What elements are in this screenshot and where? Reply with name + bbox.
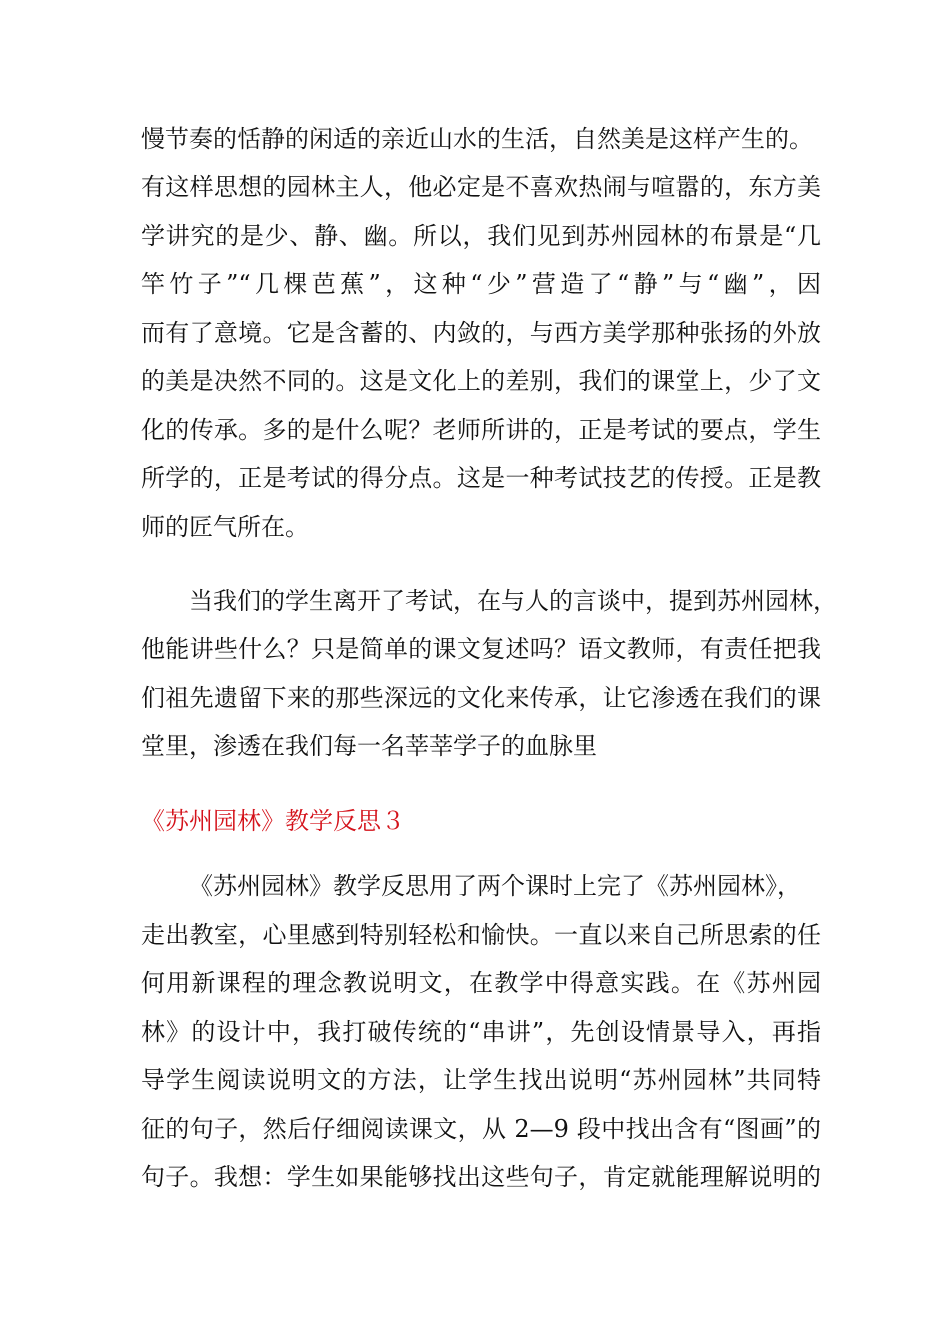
- paragraph-line: 而有了意境。它是含蓄的、内敛的，与西方美学那种张扬的外放: [141, 319, 821, 347]
- paragraph-line: 学讲究的是少、静、幽。所以，我们见到苏州园林的布景是“几: [141, 222, 821, 250]
- paragraph-line: 慢节奏的恬静的闲适的亲近山水的生活，自然美是这样产生的。: [141, 125, 813, 153]
- paragraph-line: 们祖先遗留下来的那些深远的文化来传承，让它渗透在我们的课: [141, 684, 821, 712]
- paragraph-line: 化的传承。多的是什么呢？老师所讲的，正是考试的要点，学生: [141, 416, 821, 444]
- paragraph-line: 何用新课程的理念教说明文，在教学中得意实践。在《苏州园: [141, 969, 821, 997]
- paragraph-line: 堂里，渗透在我们每一名莘莘学子的血脉里: [141, 732, 597, 760]
- paragraph-line: 《苏州园林》教学反思用了两个课时上完了《苏州园林》，: [189, 872, 801, 900]
- paragraph-line: 有这样思想的园林主人，他必定是不喜欢热闹与喧嚣的，东方美: [141, 173, 821, 201]
- paragraph-line: 句子。我想：学生如果能够找出这些句子，肯定就能理解说明的: [141, 1163, 821, 1191]
- paragraph-line: 他能讲些什么？只是简单的课文复述吗？语文教师，有责任把我: [141, 635, 821, 663]
- section-heading: 《苏州园林》教学反思３: [141, 807, 405, 835]
- paragraph-line: 征的句子，然后仔细阅读课文，从 2—9 段中找出含有“图画”的: [141, 1115, 821, 1143]
- paragraph-line: 林》的设计中，我打破传统的“串讲”，先创设情景导入，再指: [141, 1018, 821, 1046]
- paragraph-line: 导学生阅读说明文的方法，让学生找出说明“苏州园林”共同特: [141, 1066, 821, 1094]
- paragraph-line: 走出教室，心里感到特别轻松和愉快。一直以来自己所思索的任: [141, 921, 821, 949]
- paragraph-line: 当我们的学生离开了考试，在与人的言谈中，提到苏州园林，: [189, 587, 837, 615]
- paragraph-line: 所学的，正是考试的得分点。这是一种考试技艺的传授。正是教: [141, 464, 821, 492]
- paragraph-line: 竿竹子”“几棵芭蕉”，这种“少”营造了“静”与“幽”，因: [141, 270, 821, 298]
- paragraph-line: 的美是决然不同的。这是文化上的差别，我们的课堂上，少了文: [141, 367, 821, 395]
- paragraph-line: 师的匠气所在。: [141, 513, 309, 541]
